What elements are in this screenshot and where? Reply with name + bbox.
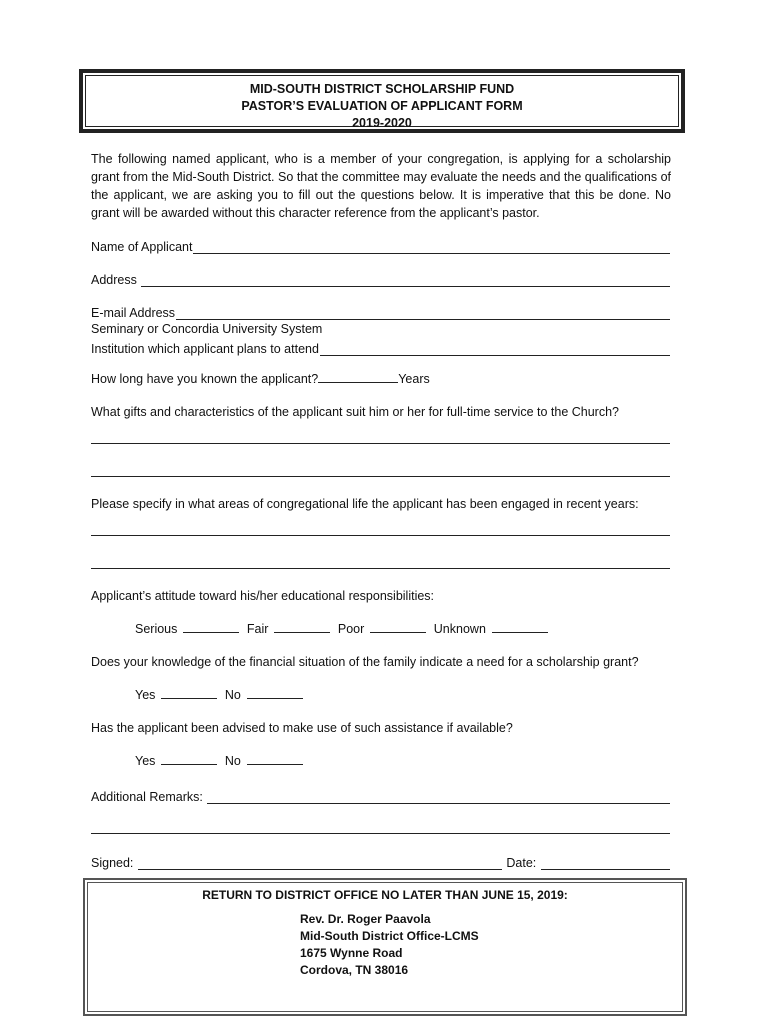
advised-question: Has the applicant been advised to make use of such assistance if available? <box>91 721 513 735</box>
mailing-address <box>300 911 479 979</box>
years-label: Years <box>398 372 430 386</box>
option-serious-label: Serious <box>135 622 178 636</box>
option-serious-field[interactable] <box>183 620 239 633</box>
seminary-label: Seminary or Concordia University System <box>91 322 323 336</box>
financial-yes-field[interactable] <box>161 686 217 699</box>
form-title-box <box>79 69 685 133</box>
financial-no-label: No <box>224 688 241 702</box>
advised-no-field[interactable] <box>247 752 303 765</box>
address-row <box>91 269 670 287</box>
gifts-answer-line-2[interactable] <box>91 476 670 477</box>
option-unknown-field[interactable] <box>492 620 548 633</box>
email-field[interactable] <box>176 305 670 320</box>
option-unknown-label: Unknown <box>433 622 486 636</box>
return-deadline-title: RETURN TO DISTRICT OFFICE NO LATER THAN JUNE 15, 2019: <box>202 888 568 902</box>
remarks-row <box>91 786 670 804</box>
form-title-inner <box>85 75 679 130</box>
address-line-1: Rev. Dr. Roger Paavola <box>300 912 431 926</box>
institution-row <box>91 338 670 356</box>
applicant-name-row <box>91 236 670 254</box>
date-field[interactable] <box>541 855 670 870</box>
years-known-field[interactable] <box>318 370 398 383</box>
financial-question: Does your knowledge of the financial situation of the family indicate a need for a scholarship grant? <box>91 655 639 669</box>
option-fair-field[interactable] <box>274 620 330 633</box>
gifts-question: What gifts and characteristics of the applicant suit him or her for full-time service to the Church? <box>91 405 620 419</box>
option-fair-label: Fair <box>246 622 269 636</box>
option-poor-label: Poor <box>337 622 365 636</box>
address-label: Address <box>91 273 137 287</box>
title-line-2: PASTOR’S EVALUATION OF APPLICANT FORM <box>241 99 523 113</box>
known-row <box>91 370 430 388</box>
title-line-3: 2019-2020 <box>352 116 412 130</box>
gifts-answer-line-1[interactable] <box>91 443 670 444</box>
email-label: E-mail Address <box>91 306 176 320</box>
email-row <box>91 302 670 320</box>
address-line-2: Mid-South District Office-LCMS <box>300 929 479 943</box>
signed-label: Signed: <box>91 856 134 870</box>
known-label: How long have you known the applicant? <box>91 372 319 386</box>
address-line-3: 1675 Wynne Road <box>300 946 403 960</box>
date-label: Date: <box>506 856 537 870</box>
remarks-line-2[interactable] <box>91 833 670 834</box>
remarks-label: Additional Remarks: <box>91 790 203 804</box>
signature-field[interactable] <box>138 855 502 870</box>
advised-yes-label: Yes <box>135 754 156 768</box>
financial-options <box>135 686 307 704</box>
applicant-name-label: Name of Applicant <box>91 240 193 254</box>
institution-field[interactable] <box>320 341 670 356</box>
advised-no-label: No <box>224 754 241 768</box>
option-poor-field[interactable] <box>370 620 426 633</box>
institution-label: Institution which applicant plans to attend <box>91 342 319 356</box>
address-field[interactable] <box>141 272 670 287</box>
attitude-options <box>135 620 552 638</box>
address-line-4: Cordova, TN 38016 <box>300 963 409 977</box>
advised-yes-field[interactable] <box>161 752 217 765</box>
return-address-inner <box>87 882 683 1012</box>
signature-row <box>91 852 670 870</box>
title-line-1: MID-SOUTH DISTRICT SCHOLARSHIP FUND <box>249 82 515 96</box>
attitude-question: Applicant’s attitude toward his/her educational responsibilities: <box>91 589 435 603</box>
remarks-field[interactable] <box>207 789 670 804</box>
financial-yes-label: Yes <box>135 688 156 702</box>
intro-paragraph: The following named applicant, who is a member of your congregation, is applying for a scholarship grant from the Mid-South District. So that the committee may evaluate the needs and the qualifications of the applicant, we are asking you to fill out the questions below. It is imperative that this be done. No grant will be awarded without this character reference from the applicant’s pastor. <box>91 152 671 220</box>
return-address-box <box>83 878 687 1016</box>
financial-no-field[interactable] <box>247 686 303 699</box>
congregational-answer-line-1[interactable] <box>91 535 670 536</box>
congregational-question: Please specify in what areas of congregational life the applicant has been engaged in recent years: <box>91 497 639 511</box>
advised-options <box>135 752 307 770</box>
applicant-name-field[interactable] <box>193 239 670 254</box>
congregational-answer-line-2[interactable] <box>91 568 670 569</box>
